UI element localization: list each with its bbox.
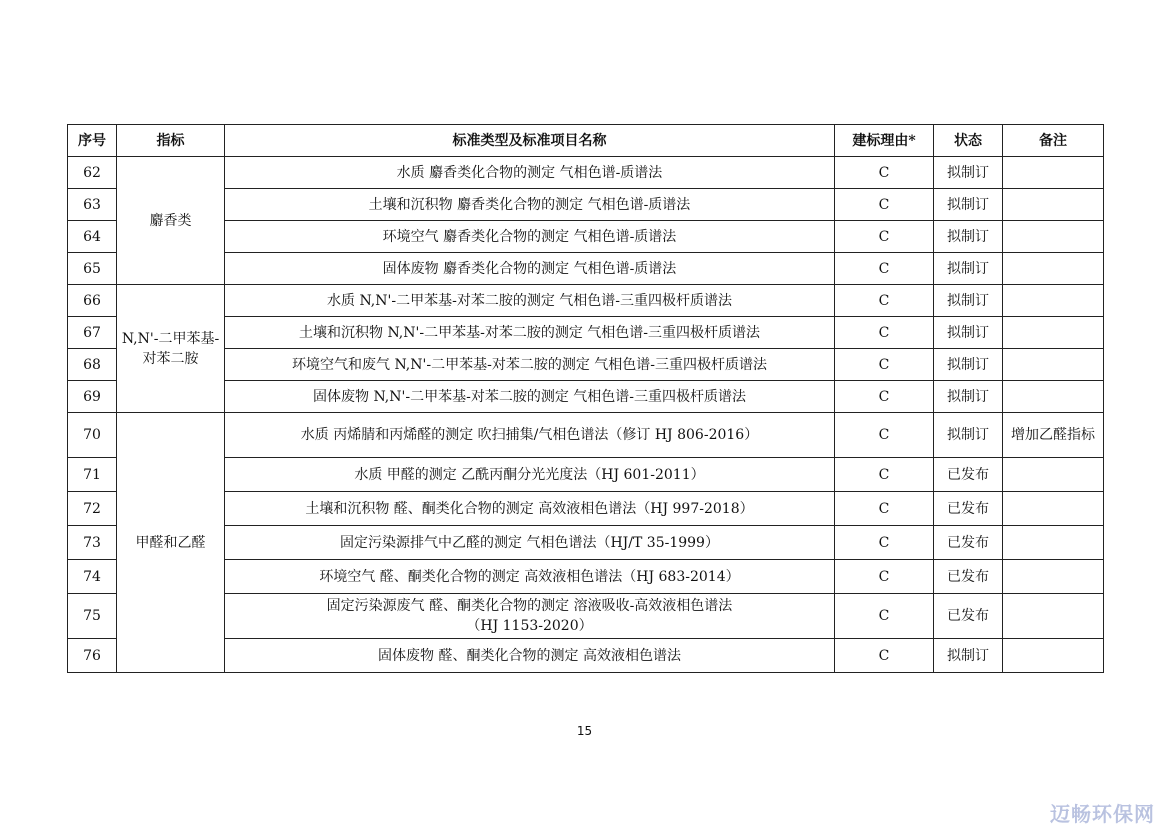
indicator-line: N,N'-二甲苯基- — [121, 330, 220, 347]
reason-code: C — [835, 221, 934, 253]
note — [1003, 221, 1104, 253]
note — [1003, 189, 1104, 221]
status: 已发布 — [934, 492, 1003, 526]
standard-name: 固体废物 麝香类化合物的测定 气相色谱-质谱法 — [225, 253, 835, 285]
header-standard-name: 标准类型及标准项目名称 — [225, 125, 835, 157]
standards-table — [67, 124, 1104, 673]
header-row — [68, 125, 1104, 157]
watermark: 迈畅环保网 — [1050, 802, 1155, 826]
indicator-musk: 麝香类 — [117, 157, 225, 285]
status: 拟制订 — [934, 349, 1003, 381]
standard-name-line: 固定污染源废气 醛、酮类化合物的测定 溶液吸收-高效液相色谱法 — [326, 598, 733, 614]
standard-name — [225, 594, 835, 639]
standard-name: 水质 甲醛的测定 乙酰丙酮分光光度法（HJ 601-2011） — [225, 458, 835, 492]
reason-code: C — [835, 157, 934, 189]
status: 拟制订 — [934, 157, 1003, 189]
reason-code: C — [835, 349, 934, 381]
row-number: 73 — [68, 526, 117, 560]
note — [1003, 317, 1104, 349]
reason-code: C — [835, 594, 934, 639]
standard-name: 土壤和沉积物 N,N'-二甲苯基-对苯二胺的测定 气相色谱-三重四极杆质谱法 — [225, 317, 835, 349]
row-number: 62 — [68, 157, 117, 189]
row-number: 71 — [68, 458, 117, 492]
header-status: 状态 — [934, 125, 1003, 157]
status: 拟制订 — [934, 413, 1003, 458]
note — [1003, 253, 1104, 285]
note — [1003, 381, 1104, 413]
table-row — [68, 413, 1104, 458]
table-row — [68, 157, 1104, 189]
note: 增加乙醛指标 — [1003, 413, 1104, 458]
standard-name: 水质 麝香类化合物的测定 气相色谱-质谱法 — [225, 157, 835, 189]
note — [1003, 157, 1104, 189]
reason-code: C — [835, 189, 934, 221]
reason-code: C — [835, 560, 934, 594]
standard-name: 固体废物 醛、酮类化合物的测定 高效液相色谱法 — [225, 639, 835, 673]
reason-code: C — [835, 639, 934, 673]
standard-name: 土壤和沉积物 醛、酮类化合物的测定 高效液相色谱法（HJ 997-2018） — [225, 492, 835, 526]
status: 拟制订 — [934, 189, 1003, 221]
reason-code: C — [835, 526, 934, 560]
row-number: 65 — [68, 253, 117, 285]
standard-name: 水质 丙烯腈和丙烯醛的测定 吹扫捕集/气相色谱法（修订 HJ 806-2016） — [225, 413, 835, 458]
row-number: 68 — [68, 349, 117, 381]
row-number: 69 — [68, 381, 117, 413]
row-number: 63 — [68, 189, 117, 221]
standard-name: 环境空气和废气 N,N'-二甲苯基-对苯二胺的测定 气相色谱-三重四极杆质谱法 — [225, 349, 835, 381]
status: 已发布 — [934, 560, 1003, 594]
standard-name: 固体废物 N,N'-二甲苯基-对苯二胺的测定 气相色谱-三重四极杆质谱法 — [225, 381, 835, 413]
reason-code: C — [835, 381, 934, 413]
header-no: 序号 — [68, 125, 117, 157]
reason-code: C — [835, 492, 934, 526]
status: 拟制订 — [934, 317, 1003, 349]
header-reason: 建标理由* — [835, 125, 934, 157]
note — [1003, 560, 1104, 594]
note — [1003, 285, 1104, 317]
reason-code: C — [835, 317, 934, 349]
standard-name: 环境空气 麝香类化合物的测定 气相色谱-质谱法 — [225, 221, 835, 253]
indicator-formaldehyde-acetaldehyde: 甲醛和乙醛 — [117, 413, 225, 673]
header-indicator: 指标 — [117, 125, 225, 157]
page-number: 15 — [576, 724, 593, 738]
status: 已发布 — [934, 594, 1003, 639]
note — [1003, 349, 1104, 381]
row-number: 75 — [68, 594, 117, 639]
row-number: 67 — [68, 317, 117, 349]
standard-name: 固定污染源排气中乙醛的测定 气相色谱法（HJ/T 35-1999） — [225, 526, 835, 560]
status: 拟制订 — [934, 253, 1003, 285]
indicator-nn-phenylenediamine — [117, 285, 225, 413]
note — [1003, 492, 1104, 526]
note — [1003, 594, 1104, 639]
standard-name-line: （HJ 1153-2020） — [466, 618, 593, 634]
indicator-line: 对苯二胺 — [142, 350, 199, 367]
row-number: 76 — [68, 639, 117, 673]
row-number: 70 — [68, 413, 117, 458]
header-note: 备注 — [1003, 125, 1104, 157]
standard-name: 水质 N,N'-二甲苯基-对苯二胺的测定 气相色谱-三重四极杆质谱法 — [225, 285, 835, 317]
status: 拟制订 — [934, 285, 1003, 317]
reason-code: C — [835, 253, 934, 285]
reason-code: C — [835, 285, 934, 317]
standard-name: 土壤和沉积物 麝香类化合物的测定 气相色谱-质谱法 — [225, 189, 835, 221]
table-row — [68, 285, 1104, 317]
status: 拟制订 — [934, 381, 1003, 413]
note — [1003, 458, 1104, 492]
status: 已发布 — [934, 526, 1003, 560]
row-number: 64 — [68, 221, 117, 253]
note — [1003, 526, 1104, 560]
reason-code: C — [835, 458, 934, 492]
status: 拟制订 — [934, 221, 1003, 253]
standard-name: 环境空气 醛、酮类化合物的测定 高效液相色谱法（HJ 683-2014） — [225, 560, 835, 594]
status: 拟制订 — [934, 639, 1003, 673]
row-number: 72 — [68, 492, 117, 526]
row-number: 74 — [68, 560, 117, 594]
note — [1003, 639, 1104, 673]
row-number: 66 — [68, 285, 117, 317]
reason-code: C — [835, 413, 934, 458]
status: 已发布 — [934, 458, 1003, 492]
